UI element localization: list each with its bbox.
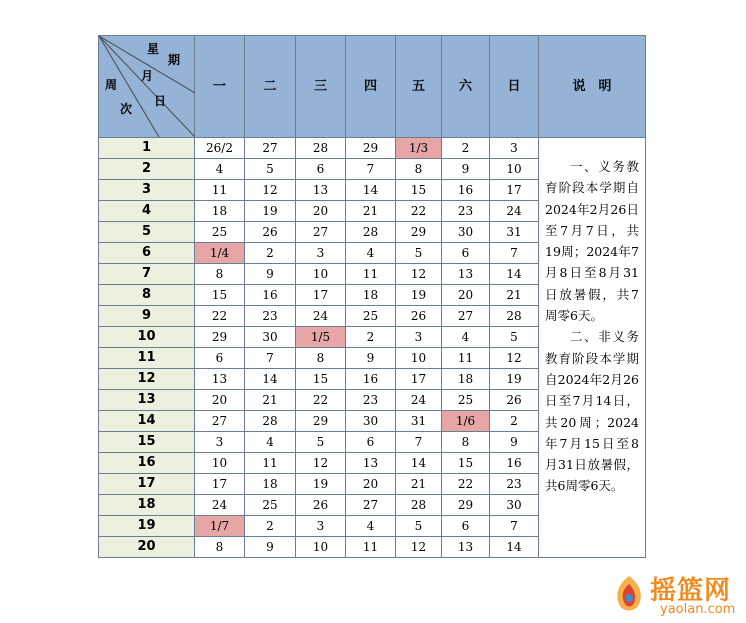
school-calendar-table (98, 35, 646, 558)
watermark-name: 摇篮网 (650, 576, 732, 606)
week-number-cell: 9 (99, 306, 195, 327)
header-row (99, 36, 646, 138)
date-cell: 11 (346, 264, 396, 285)
corner-label-day: 日 (154, 94, 167, 108)
date-cell: 9 (245, 264, 296, 285)
date-cell: 6 (442, 516, 490, 537)
month-start-date-cell: 1/7 (195, 516, 245, 537)
date-cell: 21 (245, 390, 296, 411)
week-number-cell: 2 (99, 159, 195, 180)
date-cell: 28 (490, 306, 539, 327)
date-cell: 3 (396, 327, 442, 348)
date-cell: 30 (490, 495, 539, 516)
date-cell: 7 (245, 348, 296, 369)
date-cell: 4 (346, 243, 396, 264)
date-cell: 6 (296, 159, 346, 180)
week-number-cell: 17 (99, 474, 195, 495)
weekday-header-sat: 六 (442, 36, 490, 138)
date-cell: 11 (195, 180, 245, 201)
corner-label-star: 星 (147, 42, 160, 56)
week-number-cell: 4 (99, 201, 195, 222)
date-cell: 25 (245, 495, 296, 516)
date-cell: 13 (442, 537, 490, 558)
date-cell: 13 (195, 369, 245, 390)
date-cell: 22 (442, 474, 490, 495)
date-cell: 9 (490, 432, 539, 453)
date-cell: 26 (296, 495, 346, 516)
date-cell: 28 (396, 495, 442, 516)
notes-cell (539, 138, 646, 558)
date-cell: 25 (195, 222, 245, 243)
date-cell: 3 (296, 516, 346, 537)
date-cell: 2 (442, 138, 490, 159)
month-start-date-cell: 1/4 (195, 243, 245, 264)
corner-label-week-bottom: 次 (120, 102, 133, 116)
date-cell: 14 (490, 537, 539, 558)
week-number-cell: 19 (99, 516, 195, 537)
date-cell: 19 (490, 369, 539, 390)
date-cell: 27 (296, 222, 346, 243)
date-cell: 12 (245, 180, 296, 201)
week-number-cell: 13 (99, 390, 195, 411)
week-number-cell: 1 (99, 138, 195, 159)
date-cell: 14 (490, 264, 539, 285)
date-cell: 15 (442, 453, 490, 474)
date-cell: 20 (442, 285, 490, 306)
date-cell: 16 (442, 180, 490, 201)
date-cell: 12 (490, 348, 539, 369)
date-cell: 9 (442, 159, 490, 180)
date-cell: 23 (442, 201, 490, 222)
date-cell: 30 (346, 411, 396, 432)
weekday-header-sun: 日 (490, 36, 539, 138)
date-cell: 6 (442, 243, 490, 264)
yaolan-watermark-logo (600, 566, 746, 623)
date-cell: 7 (490, 243, 539, 264)
date-cell: 27 (442, 306, 490, 327)
date-cell: 9 (346, 348, 396, 369)
date-cell: 3 (195, 432, 245, 453)
date-cell: 24 (490, 201, 539, 222)
calendar-body (99, 138, 646, 558)
date-cell: 20 (346, 474, 396, 495)
date-cell: 24 (195, 495, 245, 516)
month-start-date-cell: 1/6 (442, 411, 490, 432)
date-cell: 23 (245, 306, 296, 327)
date-cell: 2 (490, 411, 539, 432)
date-cell: 27 (195, 411, 245, 432)
date-cell: 22 (195, 306, 245, 327)
date-cell: 8 (195, 537, 245, 558)
date-cell: 11 (245, 453, 296, 474)
date-cell: 30 (245, 327, 296, 348)
date-cell: 4 (442, 327, 490, 348)
month-start-date-cell: 1/5 (296, 327, 346, 348)
date-cell: 14 (346, 180, 396, 201)
week-number-cell: 8 (99, 285, 195, 306)
date-cell: 12 (396, 537, 442, 558)
date-cell: 13 (296, 180, 346, 201)
date-cell: 18 (346, 285, 396, 306)
week-number-cell: 14 (99, 411, 195, 432)
date-cell: 7 (396, 432, 442, 453)
date-cell: 6 (195, 348, 245, 369)
date-cell: 21 (490, 285, 539, 306)
date-cell: 18 (245, 474, 296, 495)
yaolan-logo-icon (612, 574, 646, 614)
date-cell: 7 (346, 159, 396, 180)
date-cell: 26 (490, 390, 539, 411)
date-cell: 2 (245, 516, 296, 537)
date-cell: 26 (396, 306, 442, 327)
date-cell: 17 (195, 474, 245, 495)
date-cell: 3 (490, 138, 539, 159)
date-cell: 19 (296, 474, 346, 495)
date-cell: 20 (296, 201, 346, 222)
date-cell: 30 (442, 222, 490, 243)
date-cell: 24 (396, 390, 442, 411)
date-cell: 28 (245, 411, 296, 432)
date-cell: 26 (245, 222, 296, 243)
date-cell: 28 (346, 222, 396, 243)
date-cell: 29 (346, 138, 396, 159)
date-cell: 14 (245, 369, 296, 390)
week-number-cell: 3 (99, 180, 195, 201)
date-cell: 10 (296, 264, 346, 285)
date-cell: 2 (245, 243, 296, 264)
date-cell: 19 (396, 285, 442, 306)
corner-header-cell (99, 36, 195, 138)
date-cell: 28 (296, 138, 346, 159)
date-cell: 17 (396, 369, 442, 390)
date-cell: 3 (296, 243, 346, 264)
date-cell: 15 (195, 285, 245, 306)
date-cell: 10 (396, 348, 442, 369)
date-cell: 29 (396, 222, 442, 243)
date-cell: 7 (490, 516, 539, 537)
weekday-header-thu: 四 (346, 36, 396, 138)
date-cell: 26/2 (195, 138, 245, 159)
date-cell: 27 (245, 138, 296, 159)
date-cell: 8 (442, 432, 490, 453)
month-start-date-cell: 1/3 (396, 138, 442, 159)
date-cell: 29 (296, 411, 346, 432)
watermark-url: yaolan.com (660, 602, 736, 617)
date-cell: 10 (490, 159, 539, 180)
week-number-cell: 12 (99, 369, 195, 390)
date-cell: 22 (396, 201, 442, 222)
week-number-cell: 15 (99, 432, 195, 453)
date-cell: 10 (195, 453, 245, 474)
date-cell: 25 (346, 306, 396, 327)
date-cell: 8 (195, 264, 245, 285)
date-cell: 15 (296, 369, 346, 390)
date-cell: 25 (442, 390, 490, 411)
date-cell: 17 (490, 180, 539, 201)
date-cell: 19 (245, 201, 296, 222)
date-cell: 4 (245, 432, 296, 453)
corner-label-qi: 期 (168, 53, 181, 67)
date-cell: 8 (396, 159, 442, 180)
date-cell: 18 (442, 369, 490, 390)
corner-label-week-top: 周 (105, 78, 118, 92)
note-header: 说 明 (539, 36, 646, 138)
date-cell: 17 (296, 285, 346, 306)
date-cell: 9 (245, 537, 296, 558)
date-cell: 23 (490, 474, 539, 495)
date-cell: 12 (396, 264, 442, 285)
date-cell: 5 (245, 159, 296, 180)
date-cell: 5 (296, 432, 346, 453)
weekday-header-mon: 一 (195, 36, 245, 138)
date-cell: 20 (195, 390, 245, 411)
week-number-cell: 6 (99, 243, 195, 264)
date-cell: 24 (296, 306, 346, 327)
date-cell: 5 (396, 516, 442, 537)
date-cell: 11 (346, 537, 396, 558)
note-paragraph: 二、非义务教育阶段本学期自2024年2月26日至7月14日，共20周；2024年7月15日至8月31日放暑假，共6周零6天。 (545, 329, 639, 494)
date-cell: 5 (396, 243, 442, 264)
weekday-header-tue: 二 (245, 36, 296, 138)
weekday-header-fri: 五 (396, 36, 442, 138)
date-cell: 6 (346, 432, 396, 453)
date-cell: 23 (346, 390, 396, 411)
date-cell: 29 (195, 327, 245, 348)
week-number-cell: 11 (99, 348, 195, 369)
date-cell: 31 (396, 411, 442, 432)
date-cell: 18 (195, 201, 245, 222)
date-cell: 14 (396, 453, 442, 474)
date-cell: 15 (396, 180, 442, 201)
date-cell: 22 (296, 390, 346, 411)
date-cell: 21 (346, 201, 396, 222)
week-number-cell: 10 (99, 327, 195, 348)
week-number-cell: 7 (99, 264, 195, 285)
date-cell: 12 (296, 453, 346, 474)
date-cell: 4 (346, 516, 396, 537)
date-cell: 11 (442, 348, 490, 369)
date-cell: 2 (346, 327, 396, 348)
date-cell: 10 (296, 537, 346, 558)
date-cell: 21 (396, 474, 442, 495)
corner-label-month: 月 (141, 69, 154, 83)
date-cell: 8 (296, 348, 346, 369)
week-number-cell: 16 (99, 453, 195, 474)
date-cell: 16 (490, 453, 539, 474)
date-cell: 31 (490, 222, 539, 243)
date-cell: 16 (245, 285, 296, 306)
date-cell: 27 (346, 495, 396, 516)
week-number-cell: 5 (99, 222, 195, 243)
date-cell: 29 (442, 495, 490, 516)
date-cell: 13 (442, 264, 490, 285)
date-cell: 5 (490, 327, 539, 348)
note-paragraph: 一、义务教育阶段本学期自2024年2月26日至7月7日，共19周；2024年7月8日至8月31日放暑假，共7周零6天。 (545, 159, 639, 324)
week-row (99, 138, 646, 159)
date-cell: 4 (195, 159, 245, 180)
week-number-cell: 20 (99, 537, 195, 558)
date-cell: 13 (346, 453, 396, 474)
date-cell: 16 (346, 369, 396, 390)
week-number-cell: 18 (99, 495, 195, 516)
weekday-header-wed: 三 (296, 36, 346, 138)
